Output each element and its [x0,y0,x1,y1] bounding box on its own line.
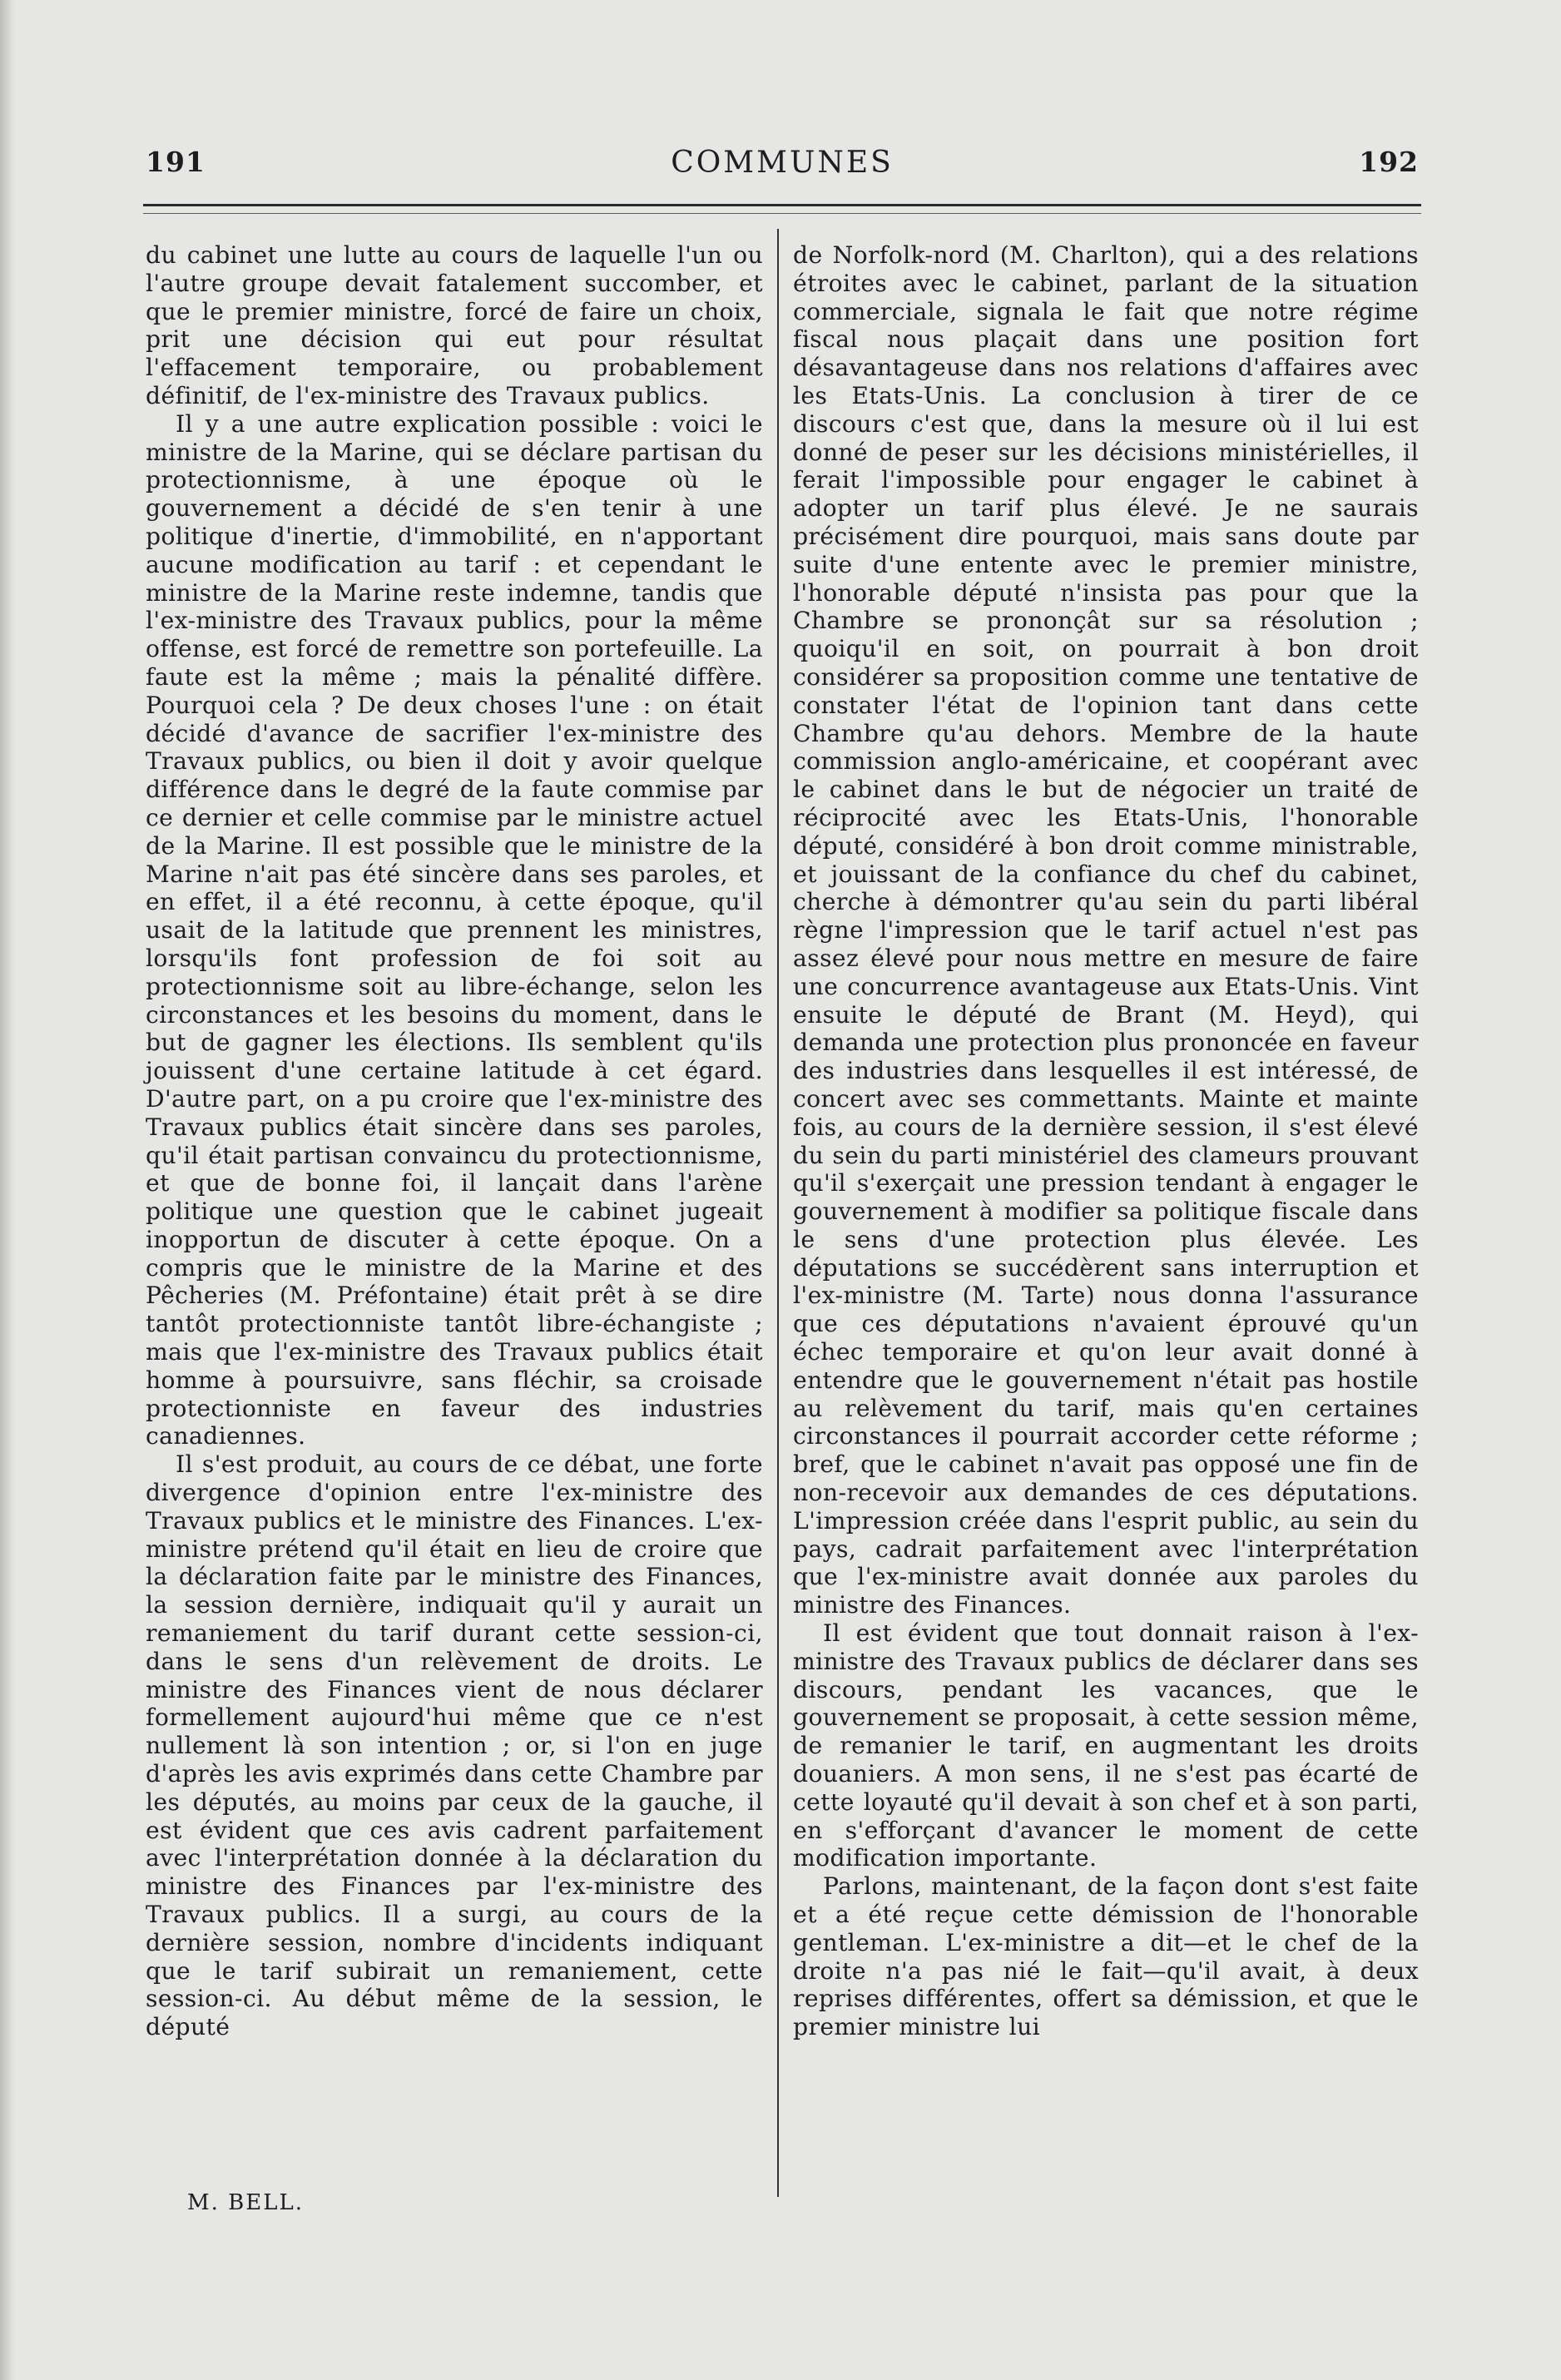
page-edge [0,0,15,2380]
speaker-name: M. BELL. [187,2190,305,2215]
header-rule-thick [143,204,1421,206]
paragraph: du cabinet une lutte au cours de laquelle l'un ou l'autre groupe devait fatalement succomber, et que le premier ministre, forcé de faire un choix, prit une décision qui eut pour résultat l'effacement temporaire, ou probablement définitif, de l'ex-ministre des Travaux publics. [146,241,763,409]
right-column [793,241,1419,2041]
paragraph: Il s'est produit, au cours de ce débat, une forte divergence d'opinion entre l'ex-ministre des Travaux publics et le ministre des Finances. L'ex-ministre prétend qu'il était en lieu de croire que la déclaration faite par le ministre des Finances, la session dernière, indiquait qu'il y aurait un remaniement du tarif durant cette session-ci, dans le sens d'un relèvement de droits. Le ministre des Finances vient de nous déclarer formellement aujourd'hui même que ce n'est nullement là son intention ; or, si l'on en juge d'après les avis exprimés dans cette Chambre par les députés, au moins par ceux de la gauche, il est évident que ces avis cadrent parfaitement avec l'interprétation donnée à la déclaration du ministre des Finances par l'ex-ministre des Travaux publics. Il a surgi, au cours de la dernière session, nombre d'incidents indiquant que le tarif subirait un remaniement, cette session-ci. Au début même de la session, le député [146,1450,763,2041]
paragraph: Parlons, maintenant, de la façon dont s'est faite et a été reçue cette démission de l'honorable gentleman. L'ex-ministre a dit—et le chef de la droite n'a pas nié le fait—qu'il avait, à deux reprises différentes, offert sa démission, et que le premier ministre lui [793,1872,1419,2041]
page-header [146,146,1419,196]
paragraph: Il est évident que tout donnait raison à l'ex-ministre des Travaux publics de déclarer dans ses discours, pendant les vacances, que le gouvernement se proposait, à cette session même, de remanier le tarif, en augmentant les droits douaniers. A mon sens, il ne s'est pas écarté de cette loyauté qu'il devait à son chef et à son parti, en s'efforçant d'avancer le moment de cette modification importante. [793,1619,1419,1872]
paragraph: de Norfolk-nord (M. Charlton), qui a des relations étroites avec le cabinet, parlant de la situation commerciale, signala le fait que notre régime fiscal nous plaçait dans une position fort désavantageuse dans nos relations d'affaires avec les Etats-Unis. La conclusion à tirer de ce discours c'est que, dans la mesure où il lui est donné de peser sur les décisions ministérielles, il ferait l'impossible pour engager le cabinet à adopter un tarif plus élevé. Je ne saurais précisément dire pourquoi, mais sans doute par suite d'une entente avec le premier ministre, l'honorable député n'insista pas pour que la Chambre se prononçât sur sa résolution ; quoiqu'il en soit, on pourrait à bon droit considérer sa proposition comme une tentative de constater l'état de l'opinion tant dans cette Chambre qu'au dehors. Membre de la haute commission anglo-américaine, et coopérant avec le cabinet dans le but de négocier un traité de réciprocité avec les Etats-Unis, l'honorable député, considéré à bon droit comme ministrable, et jouissant de la confiance du chef du cabinet, cherche à démontrer qu'au sein du parti libéral règne l'impression que le tarif actuel n'est pas assez élevé pour nous mettre en mesure de faire une concurrence avantageuse aux Etats-Unis. Vint ensuite le député de Brant (M. Heyd), qui demanda une protection plus prononcée en faveur des industries dans lesquelles il est intéressé, de concert avec ses commettants. Mainte et mainte fois, au cours de la dernière session, il s'est élevé du sein du parti ministériel des clameurs prouvant qu'il s'exerçait une pression tendant à engager le gouvernement à modifier sa politique fiscale dans le sens d'une protection plus élevée. Les députations se succédèrent sans interruption et l'ex-ministre (M. Tarte) nous donna l'assurance que ces députations n'avaient éprouvé qu'un échec temporaire et qu'on leur avait donné à entendre que le gouvernement n'était pas hostile au relèvement du tarif, mais qu'en certaines circonstances il pourrait accorder cette réforme ; bref, que le cabinet n'avait pas opposé une fin de non-recevoir aux demandes de ces députations. L'impression créée dans l'esprit public, au sein du pays, cadrait parfaitement avec l'interprétation que l'ex-ministre avait donnée aux paroles du ministre des Finances. [793,241,1419,1619]
paragraph: Il y a une autre explication possible : voici le ministre de la Marine, qui se déclare partisan du protectionnisme, à une époque où le gouvernement a décidé de s'en tenir à une politique d'inertie, d'immobilité, en n'apportant aucune modification au tarif : et cependant le ministre de la Marine reste indemne, tandis que l'ex-ministre des Travaux publics, pour la même offense, est forcé de remettre son portefeuille. La faute est la même ; mais la pénalité diffère. Pourquoi cela ? De deux choses l'une : on était décidé d'avance de sacrifier l'ex-ministre des Travaux publics, ou bien il doit y avoir quelque différence dans le degré de la faute commise par ce dernier et celle commise par le ministre actuel de la Marine. Il est possible que le ministre de la Marine n'ait pas été sincère dans ses paroles, et en effet, il a été reconnu, à cette époque, qu'il usait de la latitude que prennent les ministres, lorsqu'ils font profession de foi soit au protectionnisme soit au libre-échange, selon les circonstances et les besoins du moment, dans le but de gagner les élections. Ils semblent qu'ils jouissent d'une certaine latitude à cet égard. D'autre part, on a pu croire que l'ex-ministre des Travaux publics était sincère dans ses paroles, qu'il était partisan convaincu du protectionnisme, et que de bonne foi, il lançait dans l'arène politique une question que le cabinet jugeait inopportun de discuter à cette époque. On a compris que le ministre de la Marine et des Pêcheries (M. Préfontaine) était prêt à se dire tantôt protectionniste tantôt libre-échangiste ; mais que l'ex-ministre des Travaux publics était homme à poursuivre, sans fléchir, sa croisade protectionniste en faveur des industries canadiennes. [146,409,763,1450]
page-number-left: 191 [146,146,206,178]
page-number-right: 192 [1359,146,1419,178]
left-column [146,241,763,2041]
column-divider [777,229,779,2197]
header-rule-thin [143,213,1421,214]
running-title: COMMUNES [671,146,894,180]
